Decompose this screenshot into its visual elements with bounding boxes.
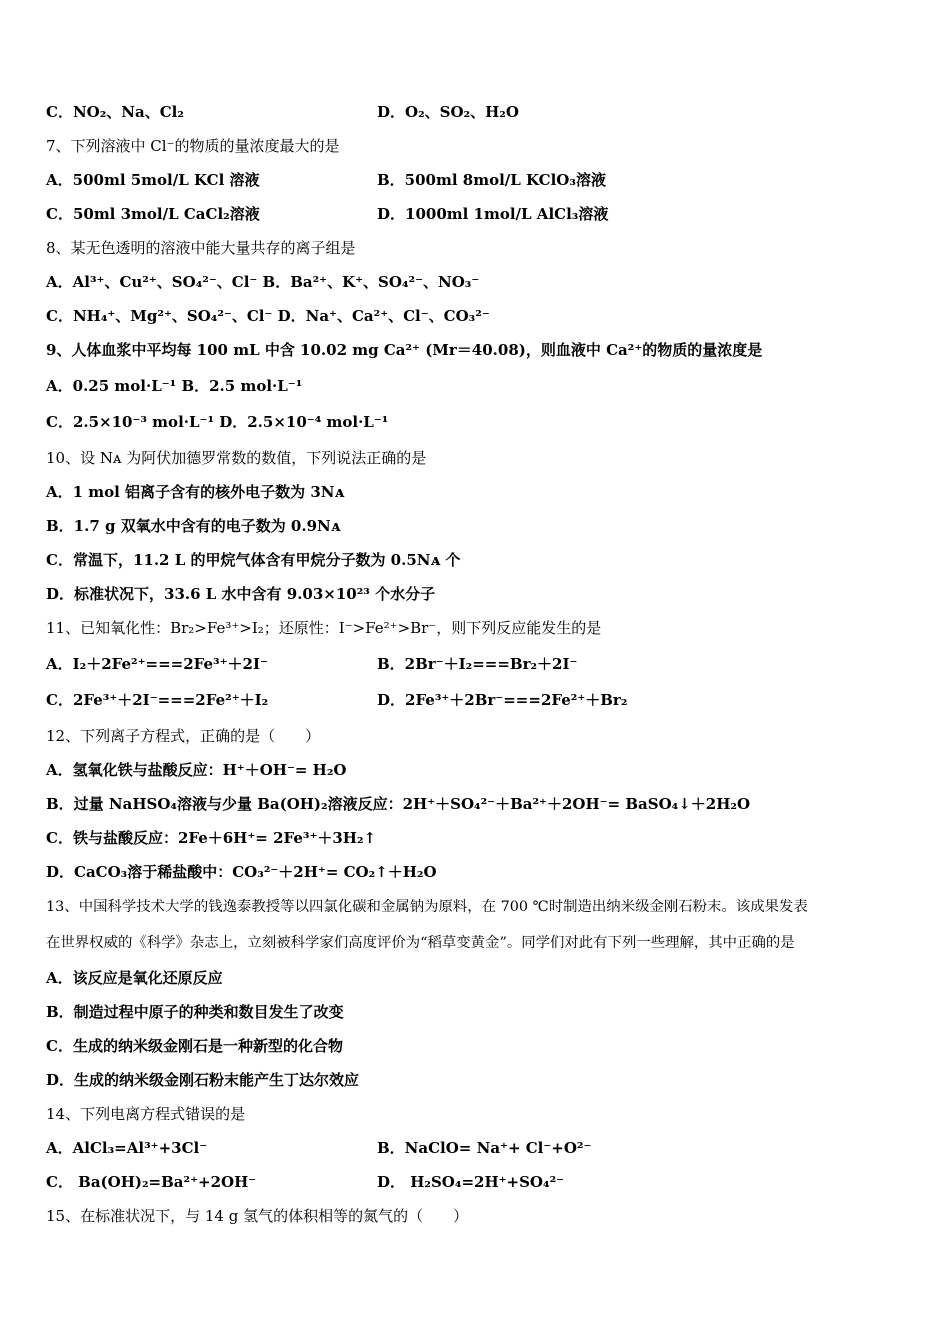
- q10-option-a: A．1 mol 铝离子含有的核外电子数为 3Nᴀ: [46, 483, 345, 501]
- q10-option-d: D．标准状况下，33.6 L 水中含有 9.03×10²³ 个水分子: [46, 585, 436, 603]
- q14-option-b: B．NaClO= Na⁺+ Cl⁻+O²⁻: [377, 1139, 592, 1157]
- q11-option-b: B．2Br⁻＋I₂===Br₂＋2I⁻: [377, 655, 578, 673]
- q6-option-c: C．NO₂、Na、Cl₂: [46, 103, 184, 121]
- q11-option-d: D．2Fe³⁺＋2Br⁻===2Fe²⁺＋Br₂: [377, 691, 628, 709]
- q8-stem: 8、某无色透明的溶液中能大量共存的离子组是: [46, 239, 356, 257]
- q11-option-a: A．I₂＋2Fe²⁺===2Fe³⁺＋2I⁻: [46, 655, 268, 673]
- q12-stem: 12、下列离子方程式，正确的是（ ）: [46, 727, 321, 745]
- q14-option-c: C． Ba(OH)₂=Ba²⁺+2OH⁻: [46, 1173, 257, 1191]
- q14-stem: 14、下列电离方程式错误的是: [46, 1105, 246, 1123]
- q12-option-d: D．CaCO₃溶于稀盐酸中：CO₃²⁻＋2H⁺= CO₂↑＋H₂O: [46, 863, 437, 881]
- q14-option-a: A．AlCl₃=Al³⁺+3Cl⁻: [46, 1139, 208, 1157]
- q10-stem: 10、设 Nᴀ 为阿伏加德罗常数的数值，下列说法正确的是: [46, 449, 427, 467]
- q12-option-a: A．氢氧化铁与盐酸反应：H⁺＋OH⁻= H₂O: [46, 761, 347, 779]
- q8-options-ab: A．Al³⁺、Cu²⁺、SO₄²⁻、Cl⁻ B．Ba²⁺、K⁺、SO₄²⁻、NO₃⁻: [46, 273, 480, 291]
- q7-option-a: A．500ml 5mol/L KCl 溶液: [46, 171, 260, 189]
- q13-stem-line1: 13、中国科学技术大学的钱逸泰教授等以四氯化碳和金属钠为原料，在 700 ℃时制造出纳米级金刚石粉末。该成果发表: [46, 899, 808, 915]
- q12-option-b: B．过量 NaHSO₄溶液与少量 Ba(OH)₂溶液反应：2H⁺＋SO₄²⁻＋Ba²⁺＋2OH⁻= BaSO₄↓＋2H₂O: [46, 795, 751, 813]
- q10-option-b: B．1.7 g 双氧水中含有的电子数为 0.9Nᴀ: [46, 517, 341, 535]
- q9-options-cd: C．2.5×10⁻³ mol·L⁻¹ D．2.5×10⁻⁴ mol·L⁻¹: [46, 413, 389, 431]
- q14-option-d: D． H₂SO₄=2H⁺+SO₄²⁻: [377, 1173, 565, 1191]
- q6-option-d: D．O₂、SO₂、H₂O: [377, 103, 519, 121]
- q7-option-d: D．1000ml 1mol/L AlCl₃溶液: [377, 205, 609, 223]
- q10-option-c: C．常温下，11.2 L 的甲烷气体含有甲烷分子数为 0.5Nᴀ 个: [46, 551, 461, 569]
- q11-stem: 11、已知氧化性：Br₂>Fe³⁺>I₂；还原性：I⁻>Fe²⁺>Br⁻，则下列反应能发生的是: [46, 619, 602, 637]
- q8-options-cd: C．NH₄⁺、Mg²⁺、SO₄²⁻、Cl⁻ D．Na⁺、Ca²⁺、Cl⁻、CO₃²⁻: [46, 307, 490, 325]
- q11-option-c: C．2Fe³⁺＋2I⁻===2Fe²⁺＋I₂: [46, 691, 269, 709]
- q12-option-c: C．铁与盐酸反应：2Fe＋6H⁺= 2Fe³⁺＋3H₂↑: [46, 829, 377, 847]
- q15-stem: 15、在标准状况下，与 14 g 氢气的体积相等的氮气的（ ）: [46, 1207, 469, 1225]
- q13-option-a: A．该反应是氧化还原反应: [46, 969, 223, 987]
- q9-stem: 9、人体血浆中平均每 100 mL 中含 10.02 mg Ca²⁺ (Mr＝40.08)，则血液中 Ca²⁺的物质的量浓度是: [46, 341, 763, 359]
- q7-stem: 7、下列溶液中 Cl⁻的物质的量浓度最大的是: [46, 137, 340, 155]
- q7-option-b: B．500ml 8mol/L KClO₃溶液: [377, 171, 606, 189]
- q9-options-ab: A．0.25 mol·L⁻¹ B．2.5 mol·L⁻¹: [46, 377, 303, 395]
- q13-stem-line2: 在世界权威的《科学》杂志上，立刻被科学家们高度评价为“稻草变黄金”。同学们对此有下列一些理解，其中正确的是: [46, 935, 795, 951]
- q13-option-c: C．生成的纳米级金刚石是一种新型的化合物: [46, 1037, 343, 1055]
- q13-option-d: D．生成的纳米级金刚石粉末能产生丁达尔效应: [46, 1071, 360, 1089]
- q13-option-b: B．制造过程中原子的种类和数目发生了改变: [46, 1003, 344, 1021]
- q7-option-c: C．50ml 3mol/L CaCl₂溶液: [46, 205, 260, 223]
